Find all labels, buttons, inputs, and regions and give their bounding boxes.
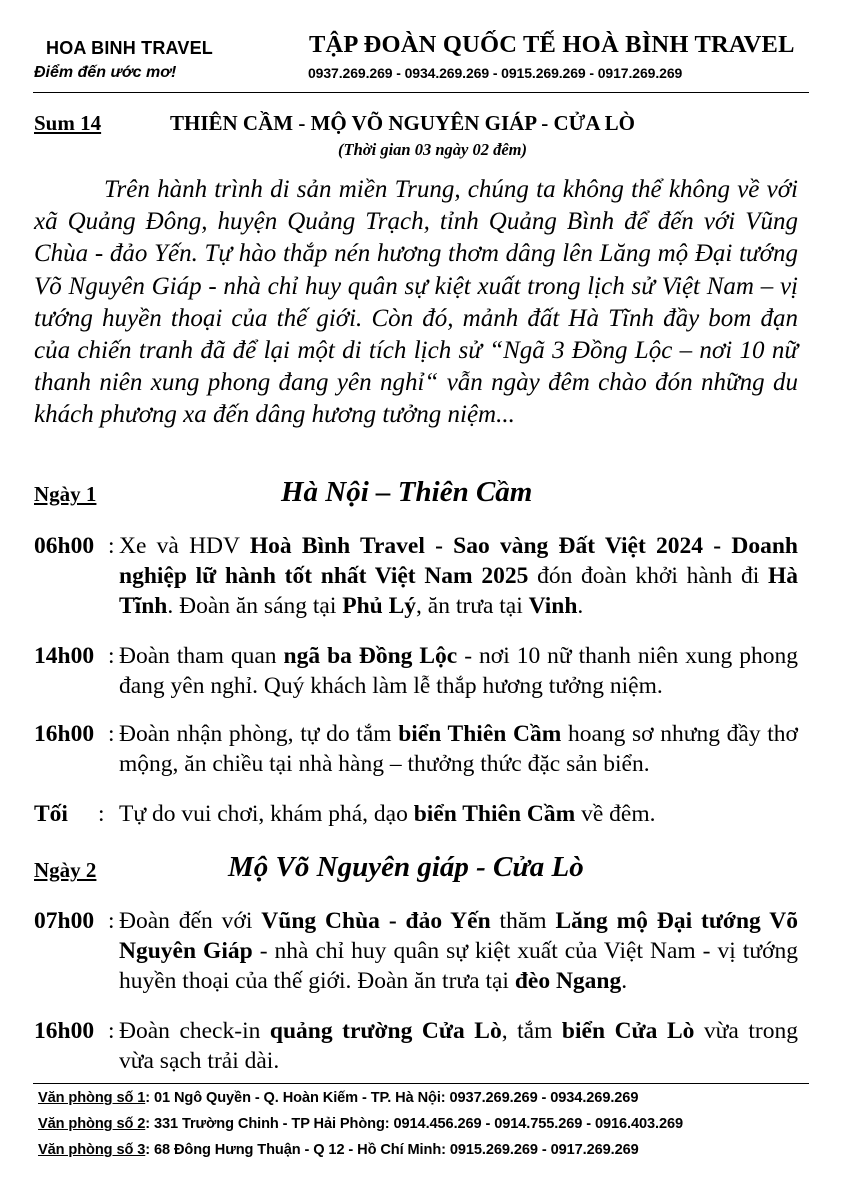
schedule-time: 07h00 [34, 908, 95, 934]
schedule-time: 06h00 [34, 533, 95, 559]
schedule-item: Tối : Tự do vui chơi, khám phá, dạo biển Thiên Cầm về đêm. [34, 799, 798, 829]
brand-slogan: Điểm đến ước mơ! [34, 64, 177, 81]
day2-title: Mộ Võ Nguyên giáp - Cửa Lò [228, 851, 584, 883]
schedule-desc: Tự do vui chơi, khám phá, dạo biển Thiên Cầm về đêm. [119, 801, 656, 827]
day2-label: Ngày 2 [34, 858, 97, 882]
header-divider [33, 92, 809, 93]
office-address: Văn phòng số 1: 01 Ngô Quyền - Q. Hoàn Kiếm - TP. Hà Nội: 0937.269.269 - 0934.269.269 [38, 1090, 639, 1106]
intro-paragraph: Trên hành trình di sản miền Trung, chúng ta không thể không về với xã Quảng Đông, huyện Quảng Trạch, tỉnh Quảng Bình để đến với Vũng Chùa - đảo Yến. Tự hào thắp nén hương thơm dâng lên Lăng mộ Đại tướng Võ Nguyên Giáp - nhà chỉ huy quân sự kiệt xuất trong lịch sử Việt Nam – vị tướng huyền thoại của thế giới. Còn đó, mảnh đất Hà Tĩnh đầy bom đạn của chiến tranh đã để lại một di tích lịch sử “Ngã 3 Đồng Lộc – nơi 10 nữ thanh niên xung phong đang yên nghỉ“ vẫn ngày đêm chào đón những du khách phương xa đến dâng hương tưởng niệm... [34, 176, 798, 429]
tour-title: THIÊN CẦM - MỘ VÕ NGUYÊN GIÁP - CỬA LÒ [170, 111, 635, 135]
day1-title: Hà Nội – Thiên Cầm [281, 476, 533, 508]
footer-divider [33, 1083, 809, 1084]
tour-duration: (Thời gian 03 ngày 02 đêm) [338, 140, 527, 159]
tour-code: Sum 14 [34, 111, 102, 135]
hotline-numbers: 0937.269.269 - 0934.269.269 - 0915.269.269 - 0917.269.269 [308, 65, 683, 81]
brand-name: HOA BINH TRAVEL [46, 38, 213, 58]
schedule-time: 14h00 [34, 643, 95, 669]
company-name: TẬP ĐOÀN QUỐC TẾ HOÀ BÌNH TRAVEL [309, 31, 795, 58]
schedule-item: 16h00 : Đoàn check-in quảng trường Cửa Lò, tắm biển Cửa Lò vừa trong vừa sạch trải dài. [34, 1018, 798, 1074]
schedule-desc: Đoàn nhận phòng, tự do tắm biển Thiên Cầm hoang sơ nhưng đầy thơ mộng, ăn chiều tại nhà hàng – thưởng thức đặc sản biển. [119, 721, 798, 777]
schedule-item: 16h00 : Đoàn nhận phòng, tự do tắm biển Thiên Cầm hoang sơ nhưng đầy thơ mộng, ăn chiều tại nhà hàng – thưởng thức đặc sản biển. [34, 721, 798, 777]
office-address: Văn phòng số 3: 68 Đông Hưng Thuận - Q 12 - Hồ Chí Minh: 0915.269.269 - 0917.269.269 [38, 1142, 639, 1158]
schedule-item: 06h00 : Xe và HDV Hoà Bình Travel - Sao vàng Đất Việt 2024 - Doanh nghiệp lữ hành tốt nhất Việt Nam 2025 đón đoàn khởi hành đi Hà Tĩnh. Đoàn ăn sáng tại Phủ Lý, ăn trưa tại Vinh. [34, 533, 798, 619]
schedule-time: Tối [34, 801, 68, 827]
schedule-item: 07h00 : Đoàn đến với Vũng Chùa - đảo Yến thăm Lăng mộ Đại tướng Võ Nguyên Giáp - nhà chỉ huy quân sự kiệt xuất của Việt Nam - vị tướng huyền thoại của thế giới. Đoàn ăn trưa tại đèo Ngang. [34, 908, 798, 994]
day1-label: Ngày 1 [34, 482, 97, 506]
schedule-time: 16h00 [34, 721, 95, 747]
schedule-time: 16h00 [34, 1018, 95, 1044]
office-address: Văn phòng số 2: 331 Trường Chinh - TP Hải Phòng: 0914.456.269 - 0914.755.269 - 0916.403.269 [38, 1116, 684, 1132]
schedule-desc: Đoàn tham quan ngã ba Đồng Lộc - nơi 10 nữ thanh niên xung phong đang yên nghỉ. Quý khách làm lễ thắp hương tưởng niệm. [119, 643, 798, 699]
schedule-desc: Đoàn check-in quảng trường Cửa Lò, tắm biển Cửa Lò vừa trong vừa sạch trải dài. [119, 1018, 798, 1074]
schedule-item: 14h00 : Đoàn tham quan ngã ba Đồng Lộc - nơi 10 nữ thanh niên xung phong đang yên nghỉ. Quý khách làm lễ thắp hương tưởng niệm. [34, 643, 798, 699]
schedule-desc: Đoàn đến với Vũng Chùa - đảo Yến thăm Lăng mộ Đại tướng Võ Nguyên Giáp - nhà chỉ huy quân sự kiệt xuất của Việt Nam - vị tướng huyền thoại của thế giới. Đoàn ăn trưa tại đèo Ngang. [119, 908, 798, 994]
schedule-desc: Xe và HDV Hoà Bình Travel - Sao vàng Đất Việt 2024 - Doanh nghiệp lữ hành tốt nhất Việt Nam 2025 đón đoàn khởi hành đi Hà Tĩnh. Đoàn ăn sáng tại Phủ Lý, ăn trưa tại Vinh. [119, 533, 798, 619]
